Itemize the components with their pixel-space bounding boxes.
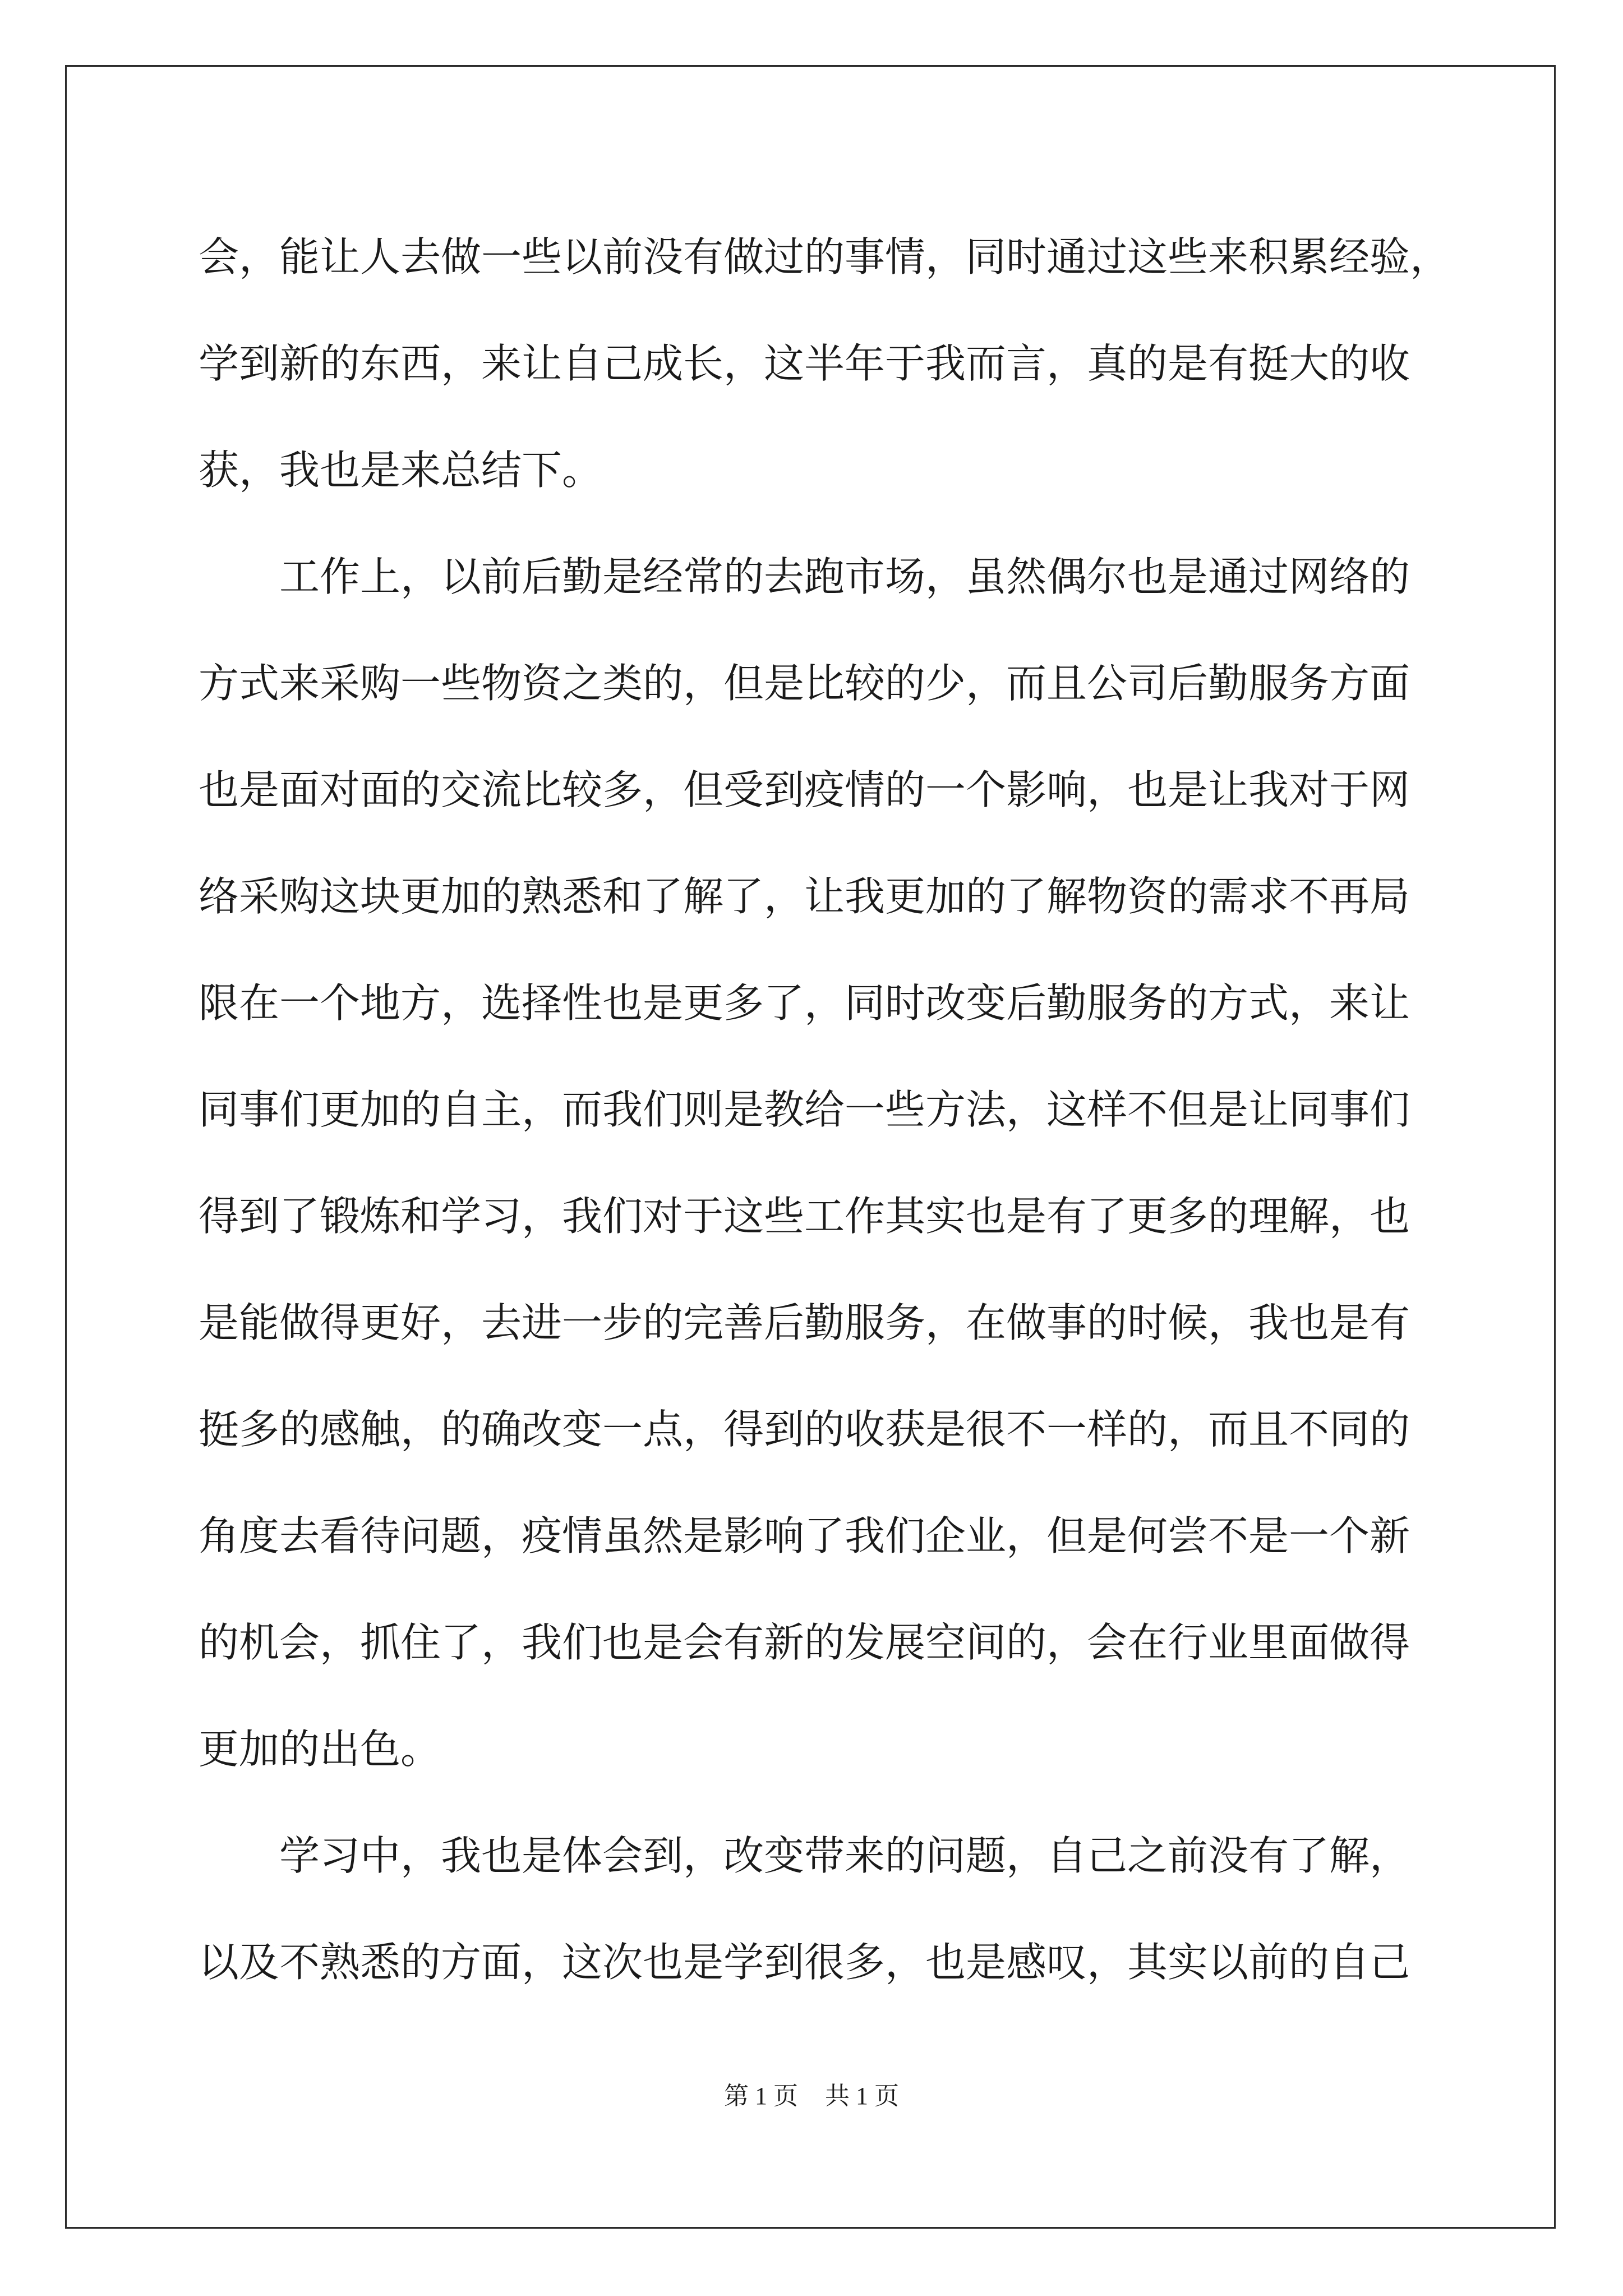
page-total: 共 1 页 (825, 2082, 899, 2110)
text-line: 是能做得更好，去进一步的完善后勤服务，在做事的时候，我也是有 (199, 1299, 1410, 1346)
text-line: 学到新的东西，来让自己成长，这半年于我而言，真的是有挺大的收 (199, 340, 1410, 387)
text-line: 方式来采购一些物资之类的，但是比较的少，而且公司后勤服务方面 (199, 660, 1410, 707)
text-line: 工作上，以前后勤是经常的去跑市场，虽然偶尔也是通过网络的 (199, 553, 1410, 600)
page-footer (0, 2076, 1623, 2111)
text-line: 会，能让人去做一些以前没有做过的事情，同时通过这些来积累经验， (199, 233, 1451, 280)
text-line: 得到了锻炼和学习，我们对于这些工作其实也是有了更多的理解，也 (199, 1193, 1410, 1240)
document-body (199, 204, 1451, 2016)
text-line: 以及不熟悉的方面，这次也是学到很多，也是感叹，其实以前的自己 (199, 1939, 1410, 1986)
text-line: 挺多的感触，的确改变一点，得到的收获是很不一样的，而且不同的 (199, 1406, 1410, 1453)
page-number: 第 1 页 (724, 2082, 798, 2110)
text-line: 限在一个地方，选择性也是更多了，同时改变后勤服务的方式，来让 (199, 979, 1410, 1027)
text-line: 学习中，我也是体会到，改变带来的问题，自己之前没有了解， (199, 1832, 1410, 1879)
text-line: 更加的出色。 (199, 1726, 441, 1773)
text-line: 也是面对面的交流比较多，但受到疫情的一个影响，也是让我对于网 (199, 766, 1410, 813)
text-line: 获，我也是来总结下。 (199, 447, 603, 494)
text-line: 同事们更加的自主，而我们则是教给一些方法，这样不但是让同事们 (199, 1086, 1410, 1133)
text-line: 的机会，抓住了，我们也是会有新的发展空间的，会在行业里面做得 (199, 1619, 1410, 1666)
text-line: 角度去看待问题，疫情虽然是影响了我们企业，但是何尝不是一个新 (199, 1512, 1410, 1559)
text-line: 络采购这块更加的熟悉和了解了，让我更加的了解物资的需求不再局 (199, 873, 1410, 920)
